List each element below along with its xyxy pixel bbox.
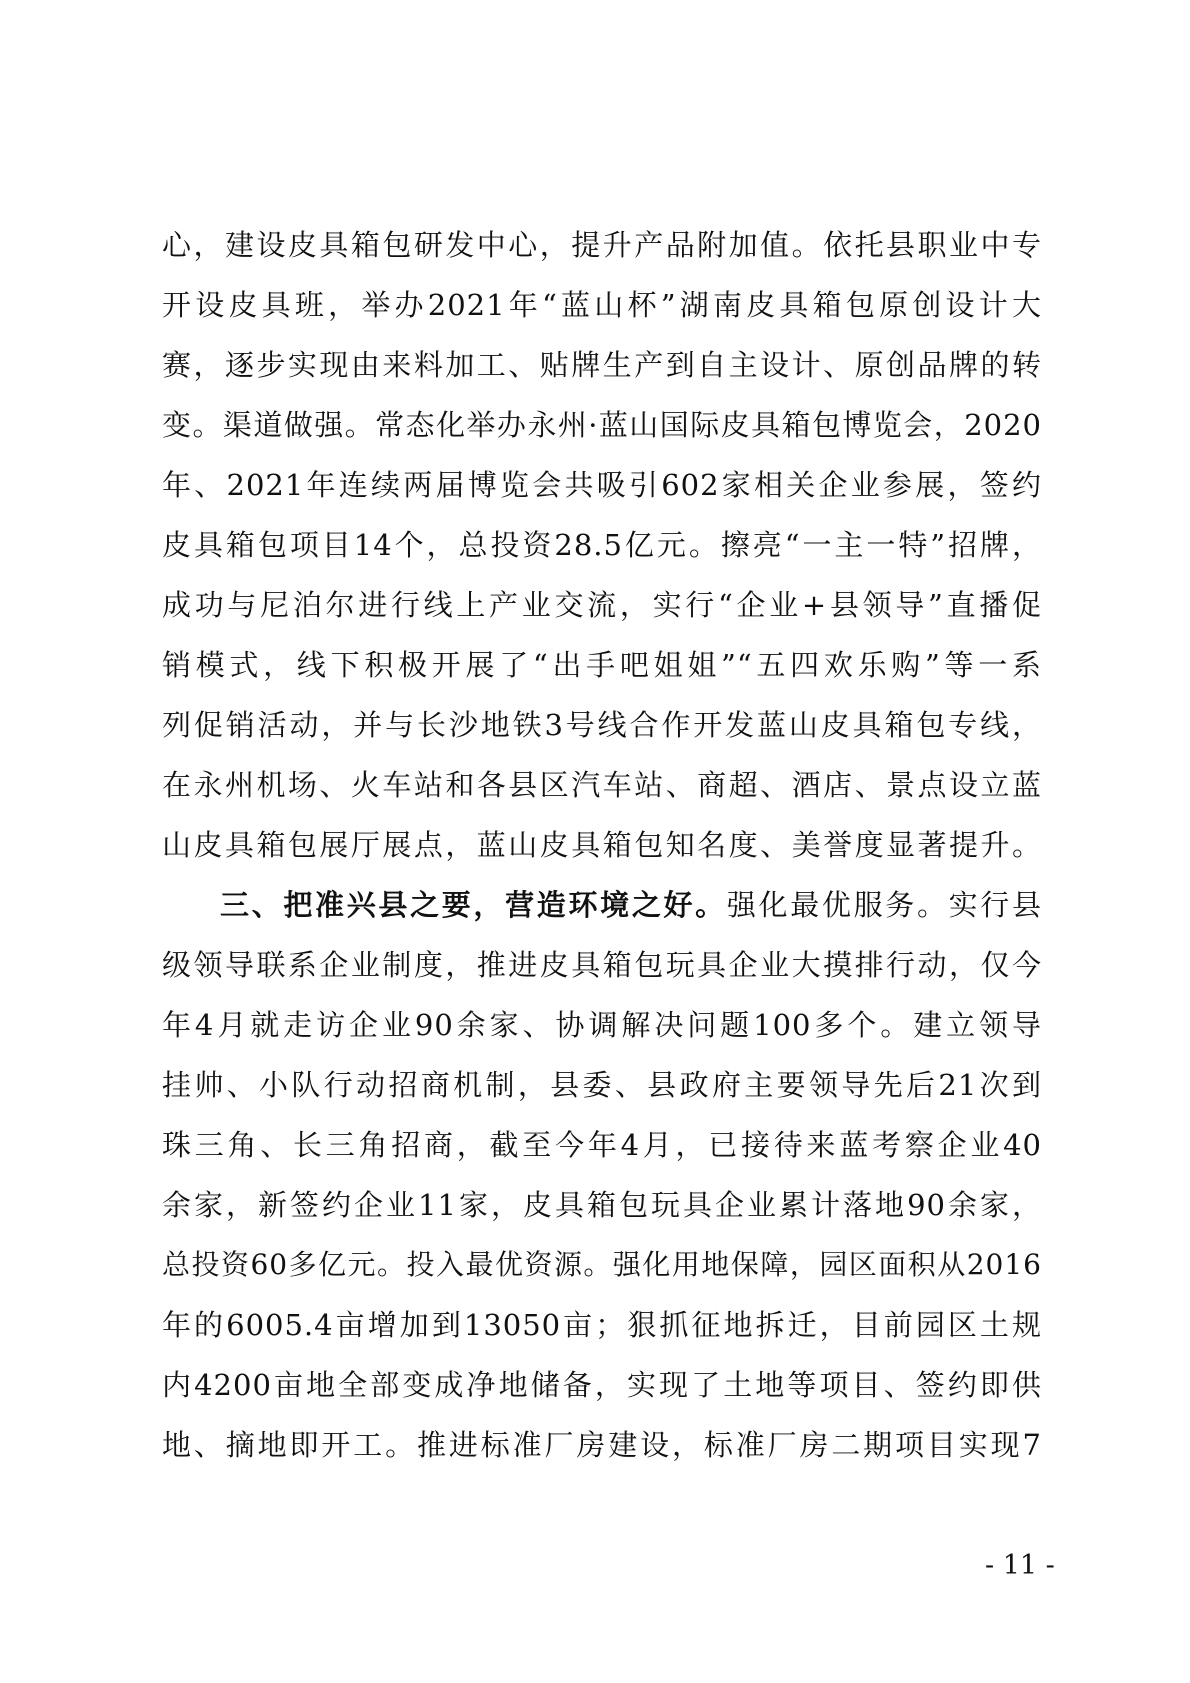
- text-line: 挂帅、小队行动招商机制，县委、县政府主要领导先后21次到: [162, 1068, 1042, 1102]
- text-line: 变。渠道做强。常态化举办永州·蓝山国际皮具箱包博览会，2020: [162, 408, 1042, 442]
- text-line: 余家，新签约企业11家，皮具箱包玩具企业累计落地90余家，: [162, 1188, 1042, 1222]
- body-text: [162, 215, 1042, 1475]
- text-line: 赛，逐步实现由来料加工、贴牌生产到自主设计、原创品牌的转: [162, 348, 1042, 382]
- text-line: 心，建设皮具箱包研发中心，提升产品附加值。依托县职业中专: [162, 228, 1042, 262]
- text-line: 地、摘地即开工。推进标准厂房建设，标准厂房二期项目实现7: [162, 1428, 1042, 1462]
- text-line: 开设皮具班，举办2021年“蓝山杯”湖南皮具箱包原创设计大: [162, 288, 1042, 322]
- text-line: 在永州机场、火车站和各县区汽车站、商超、酒店、景点设立蓝: [162, 768, 1042, 802]
- text-line: 销模式，线下积极开展了“出手吧姐姐”“五四欢乐购”等一系: [162, 648, 1042, 682]
- text-line: 年、2021年连续两届博览会共吸引602家相关企业参展，签约: [162, 468, 1042, 502]
- section-heading: 三、把准兴县之要，营造环境之好。: [220, 888, 727, 922]
- page-number: - 11 -: [985, 1550, 1055, 1581]
- text-line: 成功与尼泊尔进行线上产业交流，实行“企业+县领导”直播促: [162, 588, 1042, 622]
- text-line: 皮具箱包项目14个，总投资28.5亿元。擦亮“一主一特”招牌，: [162, 528, 1042, 562]
- text-line: 年的6005.4亩增加到13050亩；狠抓征地拆迁，目前园区土规: [162, 1308, 1042, 1342]
- text-line: 级领导联系企业制度，推进皮具箱包玩具企业大摸排行动，仅今: [162, 948, 1042, 982]
- section-heading-line: [162, 875, 1042, 935]
- text-line: 山皮具箱包展厅展点，蓝山皮具箱包知名度、美誉度显著提升。: [162, 828, 1042, 862]
- text-line: 内4200亩地全部变成净地储备，实现了土地等项目、签约即供: [162, 1368, 1042, 1402]
- text-line: 珠三角、长三角招商，截至今年4月，已接待来蓝考察企业40: [162, 1128, 1042, 1162]
- section-lead: 强化最优服务。实行县: [726, 888, 1042, 922]
- text-line: 列促销活动，并与长沙地铁3号线合作开发蓝山皮具箱包专线，: [162, 708, 1042, 742]
- text-line: 总投资60多亿元。投入最优资源。强化用地保障，园区面积从2016: [162, 1248, 1042, 1281]
- text-line: 年4月就走访企业90余家、协调解决问题100多个。建立领导: [162, 1008, 1042, 1042]
